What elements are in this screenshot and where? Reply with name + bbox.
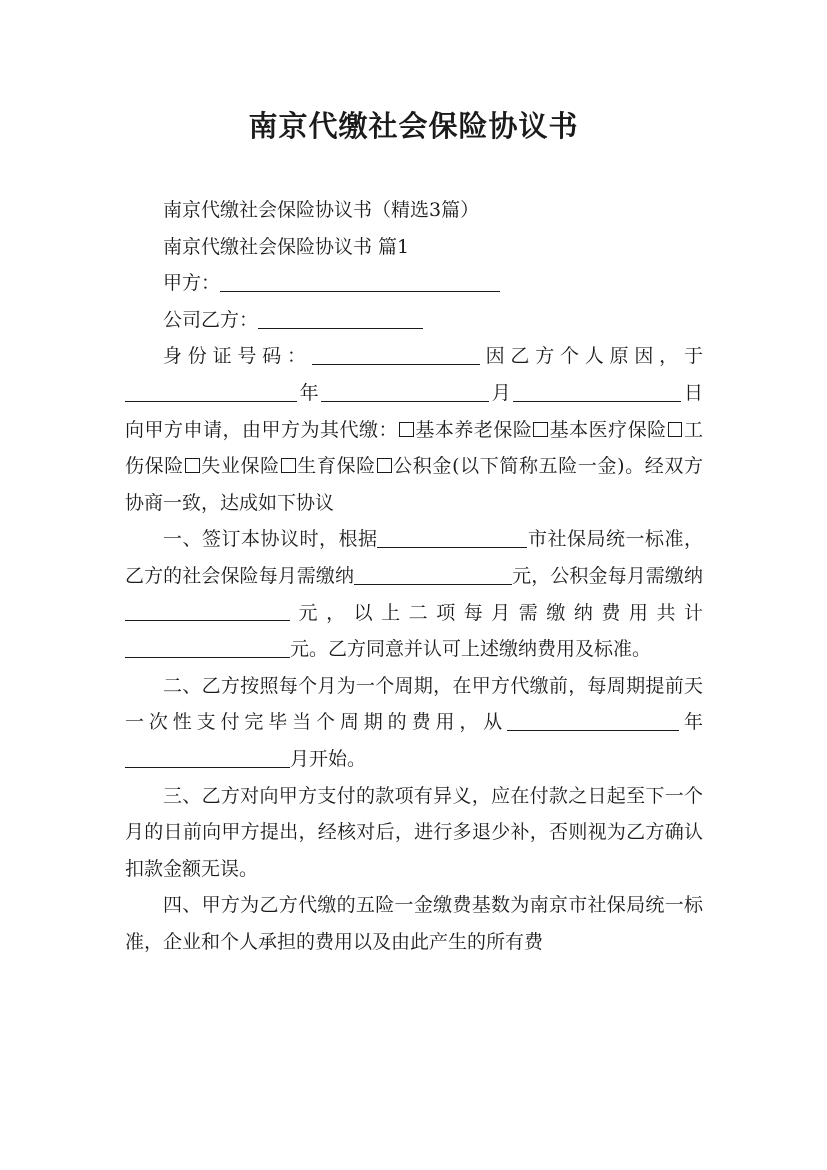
- insurance-item: 基本养老保险: [414, 418, 533, 441]
- checkbox-icon: [377, 458, 392, 473]
- city-blank: [377, 527, 527, 548]
- social-insurance-amount-blank: [354, 564, 512, 585]
- checkbox-icon: [533, 422, 548, 437]
- clause-4: 四、甲方为乙方代缴的五险一金缴费基数为南京市社保局统一标准，企业和个人承担的费用以及由此产生的所有费: [125, 894, 703, 953]
- clause-1-text: 元。乙方同意并认可上述缴纳费用及标准。: [290, 638, 652, 661]
- checkbox-icon: [281, 458, 296, 473]
- day-blank: [513, 381, 681, 402]
- start-month-blank: [125, 747, 290, 768]
- party-b-label: 公司乙方：: [163, 308, 259, 331]
- year-blank: [125, 381, 297, 402]
- month-blank: [321, 381, 489, 402]
- insurance-item: 基本医疗保险: [549, 418, 667, 441]
- checkbox-icon: [185, 458, 200, 473]
- clause-2-text: 二、乙方按照每个月为一个周期，在甲方代缴前，每周期提前天一次性支付完毕当个周期的费用，从: [125, 674, 703, 734]
- clause-1-text: 市社保局统一标准，乙方的社会保险每月需缴纳: [125, 528, 703, 587]
- insurance-item: 生育保险: [296, 455, 376, 478]
- apply-text: 向甲方申请，由甲方为其代缴：: [125, 418, 399, 441]
- clause-2-text: 月开始。: [290, 747, 367, 770]
- insurance-tail: (以下简称五险一金)。经双方协商一致，达成如下协议: [125, 455, 703, 514]
- month-label: 月: [489, 381, 514, 404]
- day-label: 日: [681, 381, 703, 404]
- clause-2: [125, 668, 703, 778]
- id-paragraph: [125, 338, 703, 521]
- total-amount-blank: [125, 637, 290, 658]
- part-heading: 南京代缴社会保险协议书 篇1: [163, 235, 410, 258]
- clause-1-text: 元，以上二项每月需缴纳费用共计: [290, 601, 703, 624]
- clause-3: 三、乙方对向甲方支付的款项有异义，应在付款之日起至下一个月的日前向甲方提出，经核对后，进行多退少补，否则视为乙方确认扣款金额无误。: [125, 784, 703, 880]
- id-blank: [312, 344, 480, 365]
- id-label: 身份证号码：: [163, 345, 312, 368]
- clause-1: [125, 521, 703, 667]
- id-after: 因乙方个人原因，于: [479, 345, 703, 368]
- party-a-blank: [220, 271, 500, 292]
- checkbox-icon: [668, 422, 683, 437]
- clause-2-year: 年: [679, 711, 703, 734]
- clause-1-text: 元，公积金每月需缴纳: [512, 564, 703, 587]
- insurance-item: 工伤保险: [125, 418, 703, 478]
- year-label: 年: [297, 381, 322, 404]
- checkbox-icon: [399, 422, 414, 437]
- party-b-blank: [258, 308, 423, 329]
- insurance-item: 公积金: [392, 455, 453, 478]
- housing-fund-amount-blank: [125, 600, 290, 621]
- subtitle: 南京代缴社会保险协议书（精选3篇）: [163, 199, 480, 221]
- document-title: 南京代缴社会保险协议书: [248, 109, 579, 143]
- party-a-label: 甲方：: [163, 272, 221, 295]
- party-b-line: [125, 302, 703, 339]
- document-body: [125, 192, 703, 960]
- clause-1-text: 一、签订本协议时，根据: [163, 528, 378, 551]
- party-a-line: [125, 265, 703, 302]
- start-year-blank: [507, 710, 679, 731]
- insurance-item: 失业保险: [200, 455, 280, 478]
